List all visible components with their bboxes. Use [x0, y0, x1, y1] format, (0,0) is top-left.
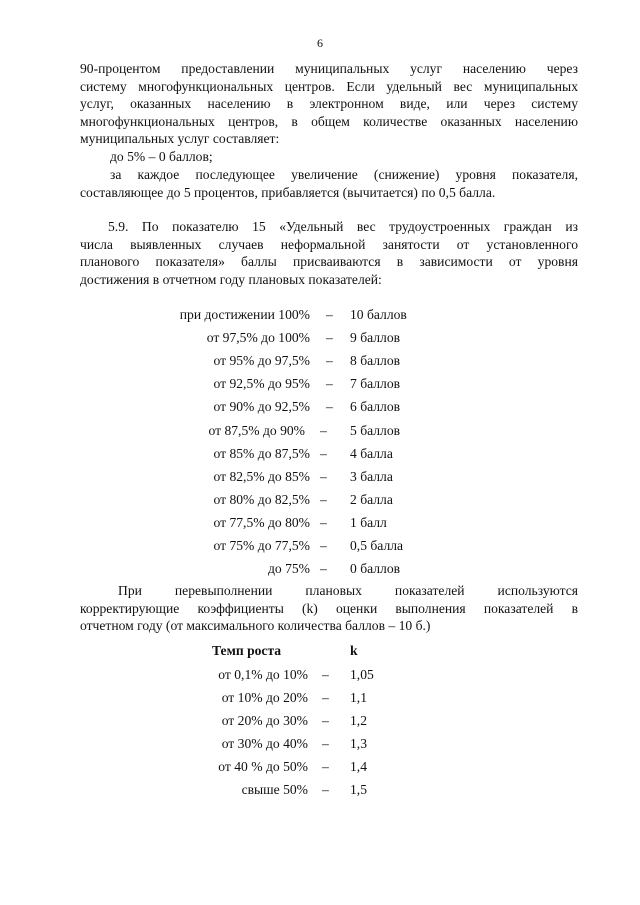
score-value: 4 балла [350, 446, 393, 461]
score-dash: – [326, 399, 333, 414]
score-range: от 75% до 77,5% [213, 538, 310, 553]
k-row [0, 756, 308, 778]
score-row [0, 327, 310, 349]
upto5-line: до 5% – 0 баллов; [110, 149, 213, 164]
k-range: от 0,1% до 10% [218, 667, 308, 682]
score-range: до 75% [267, 561, 310, 576]
score-range: от 97,5% до 100% [206, 330, 310, 345]
score-range: от 80% до 82,5% [213, 492, 310, 507]
score-range: от 77,5% до 80% [213, 515, 310, 530]
text-line: При перевыполнении плановых показателей используются [118, 583, 578, 598]
score-value: 2 балла [350, 492, 393, 507]
k-value: 1,05 [350, 667, 374, 682]
score-range: при достижении 100% [179, 307, 310, 322]
text-line: за каждое последующее увеличение (снижение) уровня показателя, [110, 167, 578, 182]
k-dash: – [322, 759, 329, 774]
score-row [0, 558, 310, 580]
score-value: 7 баллов [350, 376, 401, 391]
score-dash: – [320, 469, 327, 484]
k-range: от 30% до 40% [221, 736, 308, 751]
k-dash: – [322, 782, 329, 797]
score-dash: – [320, 538, 327, 553]
score-value: 8 баллов [350, 353, 401, 368]
k-row [0, 733, 308, 755]
k-value: 1,5 [350, 782, 367, 797]
k-dash: – [322, 713, 329, 728]
score-dash: – [326, 376, 333, 391]
score-row [0, 420, 305, 442]
k-row [0, 779, 308, 801]
k-row [0, 687, 308, 709]
score-range: от 92,5% до 95% [213, 376, 310, 391]
score-value: 0 баллов [350, 561, 401, 576]
k-range: от 20% до 30% [221, 713, 308, 728]
text-line: числа выявленных случаев неформальной занятости от установленного [80, 236, 578, 252]
k-value: 1,4 [350, 759, 367, 774]
text-line: отчетном году (от максимального количества баллов – 10 б.) [80, 618, 431, 634]
text-line: 90-процентом предоставлении муниципальных услуг населению через [80, 61, 578, 76]
k-value: 1,3 [350, 736, 367, 751]
k-row [0, 664, 308, 686]
score-range: от 87,5% до 90% [208, 423, 305, 438]
score-row [0, 512, 310, 534]
score-value: 1 балл [350, 515, 387, 530]
paragraph-coefficients [80, 582, 578, 635]
k-dash: – [322, 736, 329, 751]
score-row [0, 489, 310, 511]
score-dash: – [320, 515, 327, 530]
text-line: корректирующие коэффициенты (k) оценки выполнения показателей в [80, 600, 578, 616]
score-value: 6 баллов [350, 399, 401, 414]
page-number: 6 [317, 36, 323, 50]
paragraph-mfc [80, 60, 578, 148]
score-value: 9 баллов [350, 330, 401, 345]
k-table-header-k: k [350, 643, 358, 658]
score-row [0, 373, 310, 395]
text-line: планового показателя» баллы присваиваются в зависимости от уровня [80, 254, 578, 270]
text-line: составляющее до 5 процентов, прибавляется (вычитается) по 0,5 балла. [80, 184, 496, 200]
score-row [0, 350, 310, 372]
score-row [0, 396, 310, 418]
score-row [0, 443, 310, 465]
k-value: 1,1 [350, 690, 367, 705]
score-value: 0,5 балла [350, 538, 404, 553]
k-dash: – [322, 667, 329, 682]
k-row [0, 710, 308, 732]
score-value: 5 баллов [350, 423, 401, 438]
score-row [0, 466, 310, 488]
score-range: от 95% до 97,5% [213, 353, 310, 368]
paragraph-indicator-15 [80, 218, 578, 288]
k-range: от 40 % до 50% [218, 759, 308, 774]
score-row [0, 535, 310, 557]
score-range: от 85% до 87,5% [213, 446, 310, 461]
k-dash: – [322, 690, 329, 705]
k-range: свыше 50% [241, 782, 308, 797]
score-range: от 90% до 92,5% [213, 399, 310, 414]
score-dash: – [326, 307, 333, 322]
score-dash: – [320, 446, 327, 461]
score-row [0, 304, 310, 326]
text-line: систему многофункциональных центров. Если удельный вес муниципальных [80, 78, 578, 94]
score-dash: – [320, 492, 327, 507]
k-range: от 10% до 20% [221, 690, 308, 705]
paragraph-increment [80, 166, 578, 201]
text-line: 5.9. По показателю 15 «Удельный вес трудоустроенных граждан из [108, 219, 578, 234]
text-line: муниципальных услуг составляет: [80, 131, 280, 147]
score-dash: – [320, 423, 327, 438]
text-line: достижения в отчетном году плановых показателей: [80, 271, 382, 287]
score-dash: – [320, 561, 327, 576]
score-range: от 82,5% до 85% [213, 469, 310, 484]
score-value: 10 баллов [350, 307, 407, 322]
score-dash: – [326, 330, 333, 345]
text-line: услуг, оказанных населению в электронном виде, или через систему [80, 96, 578, 112]
k-value: 1,2 [350, 713, 367, 728]
score-dash: – [326, 353, 333, 368]
k-table-header-rate: Темп роста [212, 643, 282, 658]
score-value: 3 балла [350, 469, 393, 484]
text-line: многофункциональных центров, в общем количестве оказанных населению [80, 113, 578, 129]
